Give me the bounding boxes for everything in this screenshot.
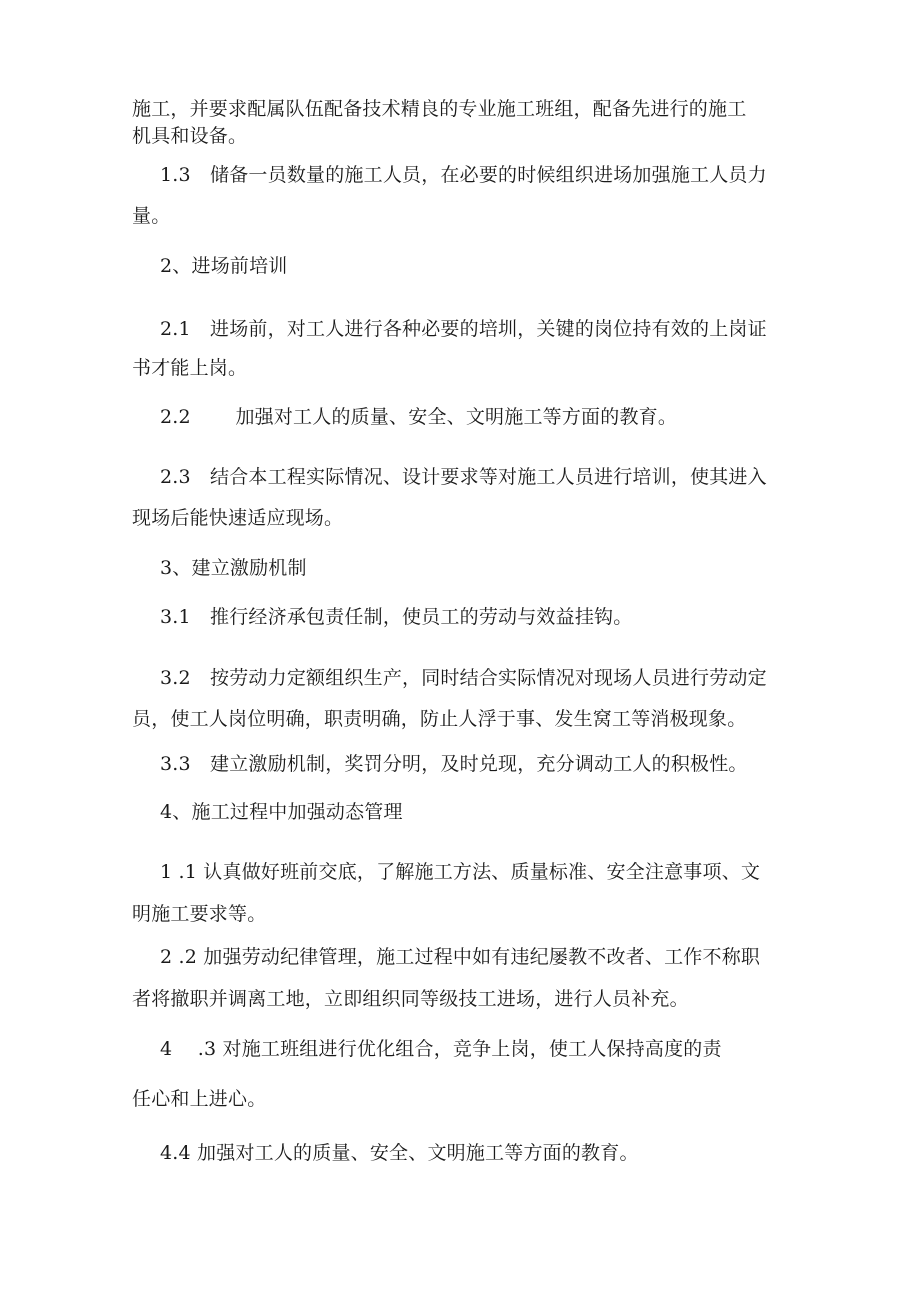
paragraph-1-line-1: 施工，并要求配属队伍配备技术精良的专业施工班组，配备先进行的施工 (132, 98, 747, 120)
item-3-3: 3.3 建立激励机制，奖罚分明，及时兑现，充分调动工人的积极性。 (160, 753, 748, 775)
section-heading-2: 2、进场前培训 (160, 255, 288, 277)
item-1-3-line-1: 1.3 储备一员数量的施工人员，在必要的时候组织进场加强施工人员力 (160, 164, 767, 186)
item-4-1-line-2: 明施工要求等。 (132, 903, 267, 925)
section-heading-3: 3、建立激励机制 (160, 557, 307, 579)
item-4-3-line-1: 4 .3 对施工班组进行优化组合，竞争上岗，使工人保持高度的责 (160, 1038, 722, 1060)
item-4-2-line-2: 者将撤职并调离工地，立即组织同等级技工进场，进行人员补充。 (132, 988, 689, 1010)
item-4-4: 4.4 加强对工人的质量、安全、文明施工等方面的教育。 (160, 1142, 639, 1164)
item-3-2-line-2: 员，使工人岗位明确，职责明确，防止人浮于事、发生窝工等消极现象。 (132, 708, 747, 730)
item-2-3-line-1: 2.3 结合本工程实际情况、设计要求等对施工人员进行培训，使其进入 (160, 466, 767, 488)
item-2-1-line-1: 2.1 进场前，对工人进行各种必要的培圳，关键的岗位持有效的上岗证 (160, 318, 767, 340)
item-4-3-line-2: 任心和上进心。 (132, 1088, 267, 1110)
item-2-2: 2.2 加强对工人的质量、安全、文明施工等方面的教育。 (160, 406, 678, 428)
item-4-1-line-1: 1 .1 认真做好班前交底，了解施工方法、质量标准、安全注意事项、文 (160, 861, 761, 883)
item-2-1-line-2: 书才能上岗。 (132, 357, 248, 379)
item-4-2-line-1: 2 .2 加强劳动纪律管理，施工过程中如有违纪屡教不改者、工作不称职 (160, 946, 761, 968)
item-3-1: 3.1 推行经济承包责任制，使员工的劳动与效益挂钩。 (160, 606, 633, 628)
item-1-3-line-2: 量。 (132, 205, 171, 227)
paragraph-1-line-2: 机具和设备。 (132, 125, 248, 147)
section-heading-4: 4、施工过程中加强动态管理 (160, 801, 403, 823)
item-3-2-line-1: 3.2 按劳动力定额组织生产，同时结合实际情况对现场人员进行劳动定 (160, 667, 767, 689)
item-2-3-line-2: 现场后能快速适应现场。 (132, 507, 344, 529)
